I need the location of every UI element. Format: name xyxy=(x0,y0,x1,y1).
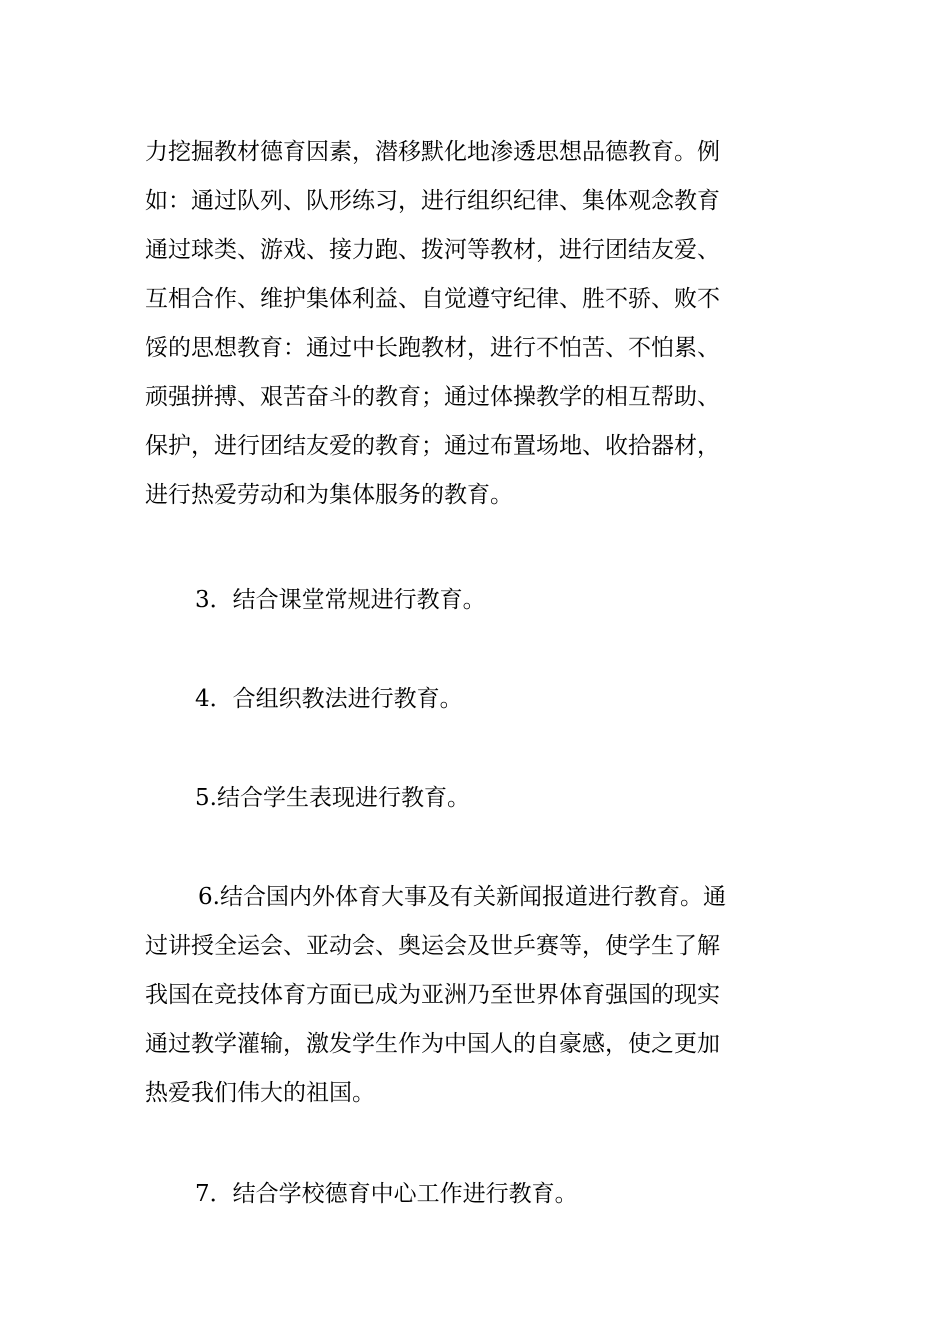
list-item-4: 4．合组织教法进行教育。 xyxy=(195,686,463,712)
text-line: 通过教学灌输，激发学生作为中国人的自豪感，使之更加 xyxy=(145,1031,720,1057)
text-line: 热爱我们伟大的祖国。 xyxy=(145,1080,375,1106)
text-line: 过讲授全运会、亚动会、奥运会及世乒赛等，使学生了解 xyxy=(145,933,720,959)
text-line: 顽强拼搏、艰苦奋斗的教育；通过体操教学的相互帮助、 xyxy=(145,384,720,410)
text-line: 我国在竞技体育方面已成为亚洲乃至世界体育强国的现实 xyxy=(145,982,720,1008)
paragraph-sports-news-education xyxy=(145,922,810,1118)
text-line: 馁的思想教育：通过中长跑教材，进行不怕苦、不怕累、 xyxy=(145,335,720,361)
text-line: 互相合作、维护集体利益、自觉遵守纪律、胜不骄、败不 xyxy=(145,286,720,312)
list-item-7: 7．结合学校德育中心工作进行教育。 xyxy=(195,1181,578,1207)
paragraph-moral-education-materials xyxy=(145,128,810,520)
text-line: 保护，进行团结友爱的教育；通过布置场地、收拾器材， xyxy=(145,433,720,459)
text-line: 通过球类、游戏、接力跑、拨河等教材，进行团结友爱、 xyxy=(145,237,720,263)
list-item-3: 3．结合课堂常规进行教育。 xyxy=(195,587,486,613)
list-item-5: 5.结合学生表现进行教育。 xyxy=(195,785,470,811)
text-line: 如：通过队列、队形练习，进行组织纪律、集体观念教育 xyxy=(145,188,720,214)
text-line: 进行热爱劳动和为集体服务的教育。 xyxy=(145,482,513,508)
list-item-6-first-line: 6.结合国内外体育大事及有关新闻报道进行教育。通 xyxy=(198,884,726,910)
text-line: 力挖掘教材德育因素，潜移默化地渗透思想品德教育。例 xyxy=(145,139,720,165)
